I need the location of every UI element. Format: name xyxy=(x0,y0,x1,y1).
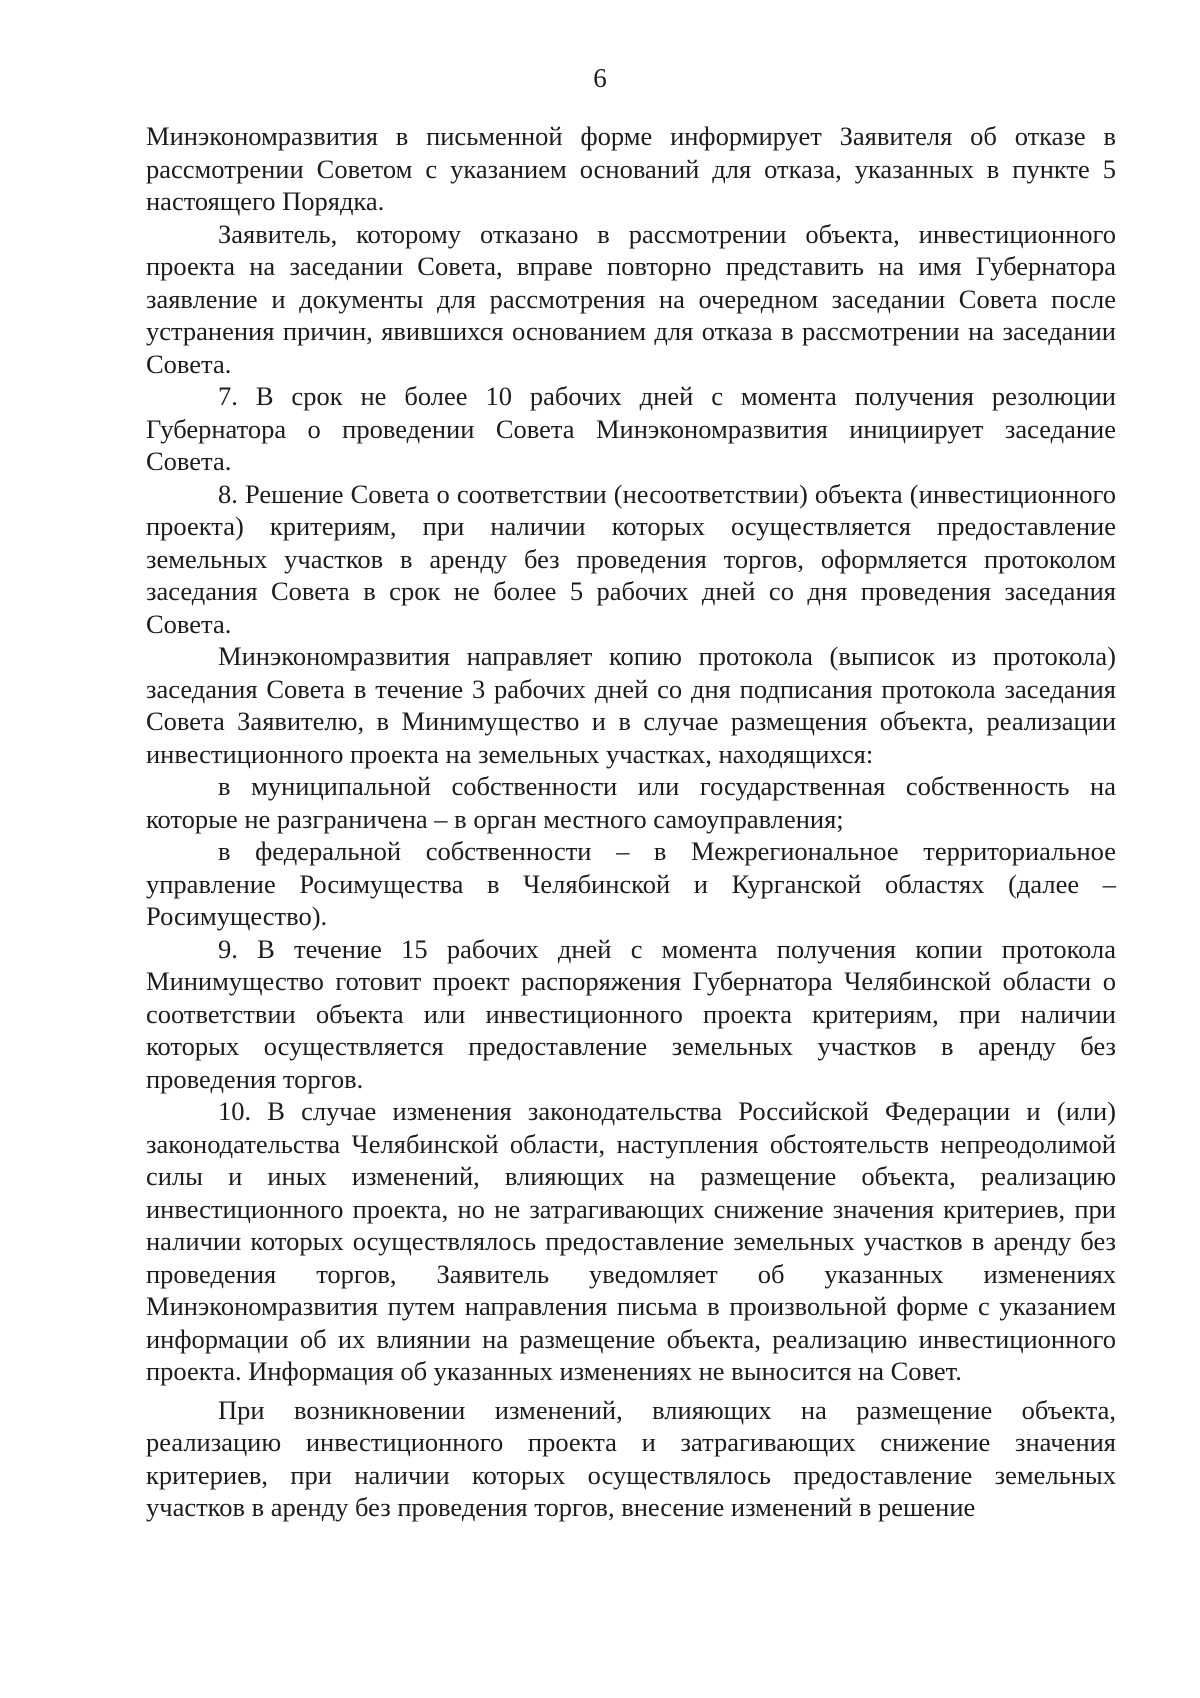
document-body xyxy=(146,120,1116,1524)
paragraph-reapply: Заявитель, которому отказано в рассмотрении объекта, инвестиционного проекта на заседании Совета, вправе повторно представить на имя Губернатора заявление и документы для рассмотрения на очередном заседании Совета после устранения причин, явившихся основанием для отказа в рассмотрении на заседании Совета. xyxy=(146,218,1116,379)
paragraph-changes: При возникновении изменений, влияющих на размещение объекта, реализацию инвестиционного проекта и затрагивающих снижение значения критериев, при наличии которых осуществлялось предоставление земельных участков в аренду без проведения торгов, внесение изменений в решение xyxy=(146,1394,1116,1522)
paragraph-federal-property: в федеральной собственности – в Межрегиональное территориальное управление Росимущества в Челябинской и Курганской областях (далее – Росимущество). xyxy=(146,836,1116,931)
paragraph-continuation: Минэкономразвития в письменной форме информирует Заявителя об отказе в рассмотрении Советом с указанием оснований для отказа, указанных в пункте 5 настоящего Порядка. xyxy=(146,121,1116,216)
paragraph-municipal-property: в муниципальной собственности или государственная собственность на которые не разграничена – в орган местного самоуправления; xyxy=(146,771,1116,834)
paragraph-item-7: 7. В срок не более 10 рабочих дней с момента получения резолюции Губернатора о проведении Совета Минэкономразвития инициирует заседание Совета. xyxy=(146,381,1116,476)
paragraph-item-9: 9. В течение 15 рабочих дней с момента получения копии протокола Минимущество готовит проект распоряжения Губернатора Челябинской области о соответствии объекта или инвестиционного проекта критериям, при наличии которых осуществляется предоставление земельных участков в аренду без проведения торгов. xyxy=(146,933,1116,1094)
page-number: 6 xyxy=(593,63,607,93)
paragraph-item-10: 10. В случае изменения законодательства Российской Федерации и (или) законодательства Челябинской области, наступления обстоятельств непреодолимой силы и иных изменений, влияющих на размещение объекта, реализацию инвестиционного проекта, но не затрагивающих снижение значения критериев, при наличии которых осуществлялось предоставление земельных участков в аренду без проведения торгов, Заявитель уведомляет об указанных изменениях Минэкономразвития путем направления письма в произвольной форме с указанием информации об их влиянии на размещение объекта, реализацию инвестиционного проекта. Информация об указанных изменениях не выносится на Совет. xyxy=(146,1096,1116,1386)
paragraph-item-8: 8. Решение Совета о соответствии (несоответствии) объекта (инвестиционного проекта) критериям, при наличии которых осуществляется предоставление земельных участков в аренду без проведения торгов, оформляется протоколом заседания Совета в срок не более 5 рабочих дней со дня проведения заседания Совета. xyxy=(146,478,1116,639)
paragraph-protocol-distribution: Минэкономразвития направляет копию протокола (выписок из протокола) заседания Совета в течение 3 рабочих дней со дня подписания протокола заседания Совета Заявителю, в Минимущество и в случае размещения объекта, реализации инвестиционного проекта на земельных участках, находящихся: xyxy=(146,641,1116,769)
